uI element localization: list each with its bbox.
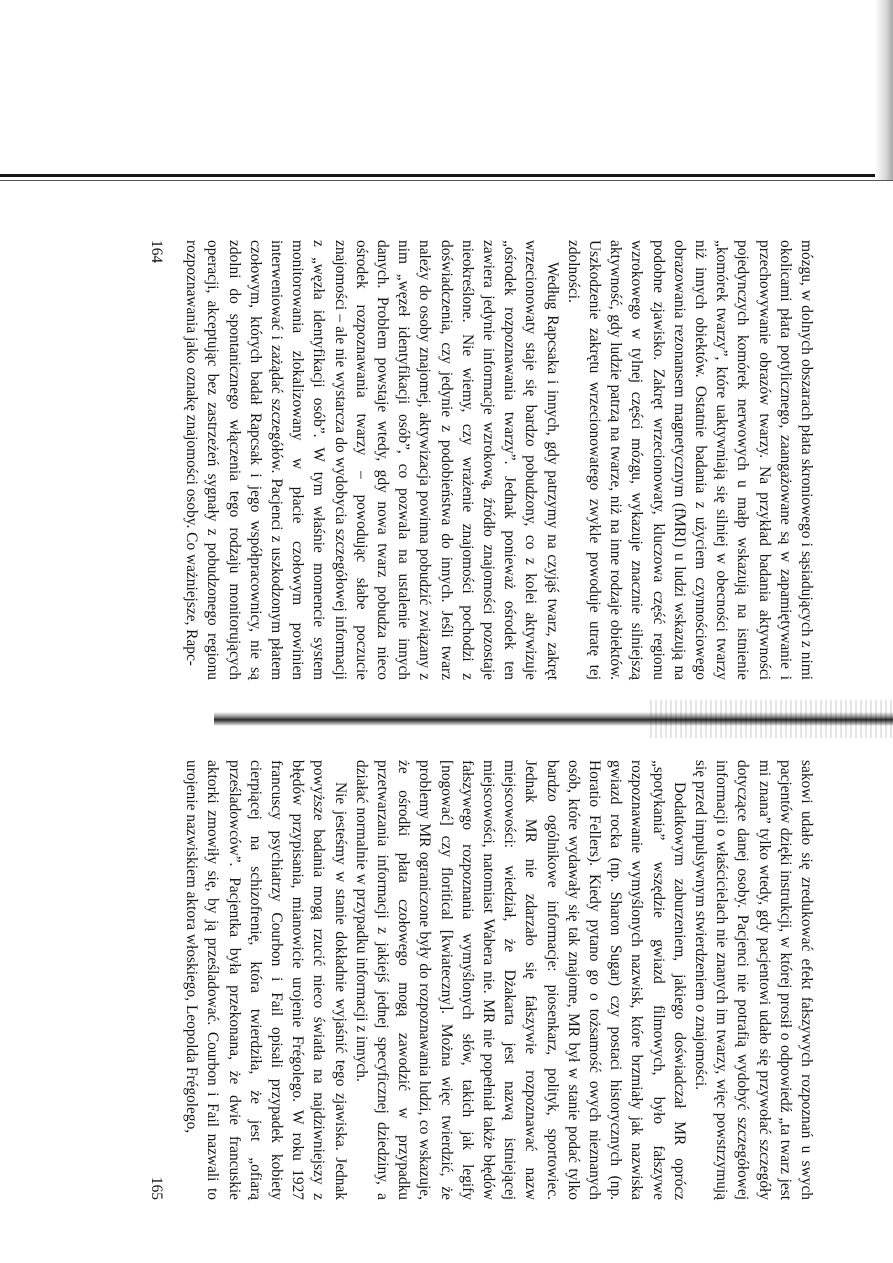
page-body (181, 760, 817, 1200)
scan-page-shadow (875, 0, 893, 180)
page-body (181, 240, 817, 680)
book-page-left (147, 240, 817, 680)
paragraph: Według Rapcsaka i innych, gdy patrzymy na czyjąś twarz, zakręt wrzecionowaty staje się bardzo pobudzony, co z kolei aktywizuje „ośrodek rozpoznawania twarzy”. Jednak ponieważ ośrodek ten zawiera jedynie informacje wzrokową, źródło znajomości pozostaje nieokreślone. Nie wiemy, czy wrażenie znajomości pochodzi z doświadczenia, czy jedynie z podobieństwa do innych. Jeśli twarz należy do osoby znajomej, aktywizacja powinna pobudzić związany z nim „węzeł identyfikacji osób”, co pozwala na ustalenie innych danych. Problem powstaje wtedy, gdy nowa twarz pobudza nieco ośrodek rozpoznawania twarzy – powodując słabe poczucie znajomości – ale nie wystarcza do wydobycia szczegółowej informacji z „węzła identyfikacji osób”. W tym właśnie momencie system monitorowania zlokalizowany w płacie czołowym powinien interweniować i zażądać szczegółów. Pacjenci z uszkodzonym płatem czołowym, których badał Rapcsak i jego współpracownicy, nie są zdolni do spontanicznego włączenia tego rodzaju monitorujących operacji, akceptując bez zastrzeżeń sygnały z pobudzonego regionu rozpoznawania jako oznakę znajomości osoby. Co ważniejsze, Rapc- (183, 240, 561, 680)
book-page-right (147, 760, 817, 1200)
paragraph: mózgu, w dolnych obszarach płata skroniowego i sąsiadujących z nimi okolicami płata potylicznego, zaangażowane są w zapamiętywanie i przechowywanie obrazów twarzy. Na przykład badania aktywności pojedynczych komórek nerwowych u małp wskazują na istnienie „komórek twarzy”, które uaktywniają się silniej w obecności twarzy niż innych obiektów. Ostatnie badania z użyciem czynnościowego obrazowania rezonansem magnetycznym (fMRI) u ludzi wskazują na podobne zjawisko. Zakręt wrzecionowaty, kluczowa część regionu wzrokowego w tylnej części mózgu, wykazuje znacznie silniejszą aktywność, gdy ludzie patrzą na twarze, niż na inne rodzaje obiektów. Uszkodzenie zakrętu wrzecionowatego zwykle powoduje utratę tej zdolności. (564, 240, 815, 680)
page-number: 164 (147, 240, 165, 264)
gutter-shadow (650, 700, 893, 738)
paragraph: Dodatkowym zaburzeniem, jakiego doświadczał MR oprócz „spotykania” wszędzie gwiazd filmowych, było fałszywe rozpoznawanie wymyślonych nazwisk, które brzmiały jak nazwiska gwiazd rocka (np. Sharon Sugar) czy postaci historycznych (np. Horatio Fellers). Kiedy pytano go o tożsamość owych nieznanych osób, które wydawały się tak znajome, MR był w stanie podać tylko bardzo ogólnikowe informacje: piosenkarz, polityk, sportowiec. Jednak MR nie zdarzało się fałszywie rozpoznawać nazw miejscowości: wiedział, że Dżakarta jest nazwą istniejącej miejscowości, natomiast Wabera nie. MR nie popełniał także błędów fałszywego rozpoznania wymyślonych słów, takich jak legify [nogować] czy floritical [kwiateczny]. Można więc twierdzić, że problemy MR ograniczone były do rozpoznawania ludzi, co wskazuje, że ośrodki płata czołowego mogą zawodzić w przypadku przetwarzania informacji z jakiejś jednej specyficznej dziedziny, a działać normalnie w przypadku informacji z innych. (352, 760, 688, 1200)
page-number: 165 (147, 1176, 165, 1200)
paragraph: Nie jesteśmy w stanie dokładnie wyjaśnić tego zjawiska. Jednak powyższe badania mogą rzucić nieco światła na najdziwniejszy z błędów przypisania, mianowicie urojenie Frégolego. W roku 1927 francuscy psychiatrzy Courbon i Fail opisali przypadek kobiety cierpiącej na schizofrenię, która twierdziła, że jest „ofiarą prześladowców”. Pacjentka była przekonana, że dwie francuskie aktorki zmowiły się, by ją prześladować. Courbon i Fail nazwali to urojenie nazwiskiem aktora włoskiego, Leopolda Frégolego, (183, 760, 349, 1200)
paragraph: sakowi udało się zredukować efekt fałszywych rozpoznań u swych pacjentów dzięki instrukcji, w której prosił o odpowiedź „ta twarz jest mi znana” tylko wtedy, gdy pacjentowi udało się przywołać szczegóły dotyczące danej osoby. Pacjenci nie potrafią wydobyć szczegółowej informacji o właścicielach nie znanych im twarzy, więc powstrzymują się przed impulsywnym stwierdzeniem o znajomości. (691, 760, 815, 1200)
scan-edge-line (0, 174, 893, 177)
scan-edge-line-secondary (0, 180, 893, 181)
